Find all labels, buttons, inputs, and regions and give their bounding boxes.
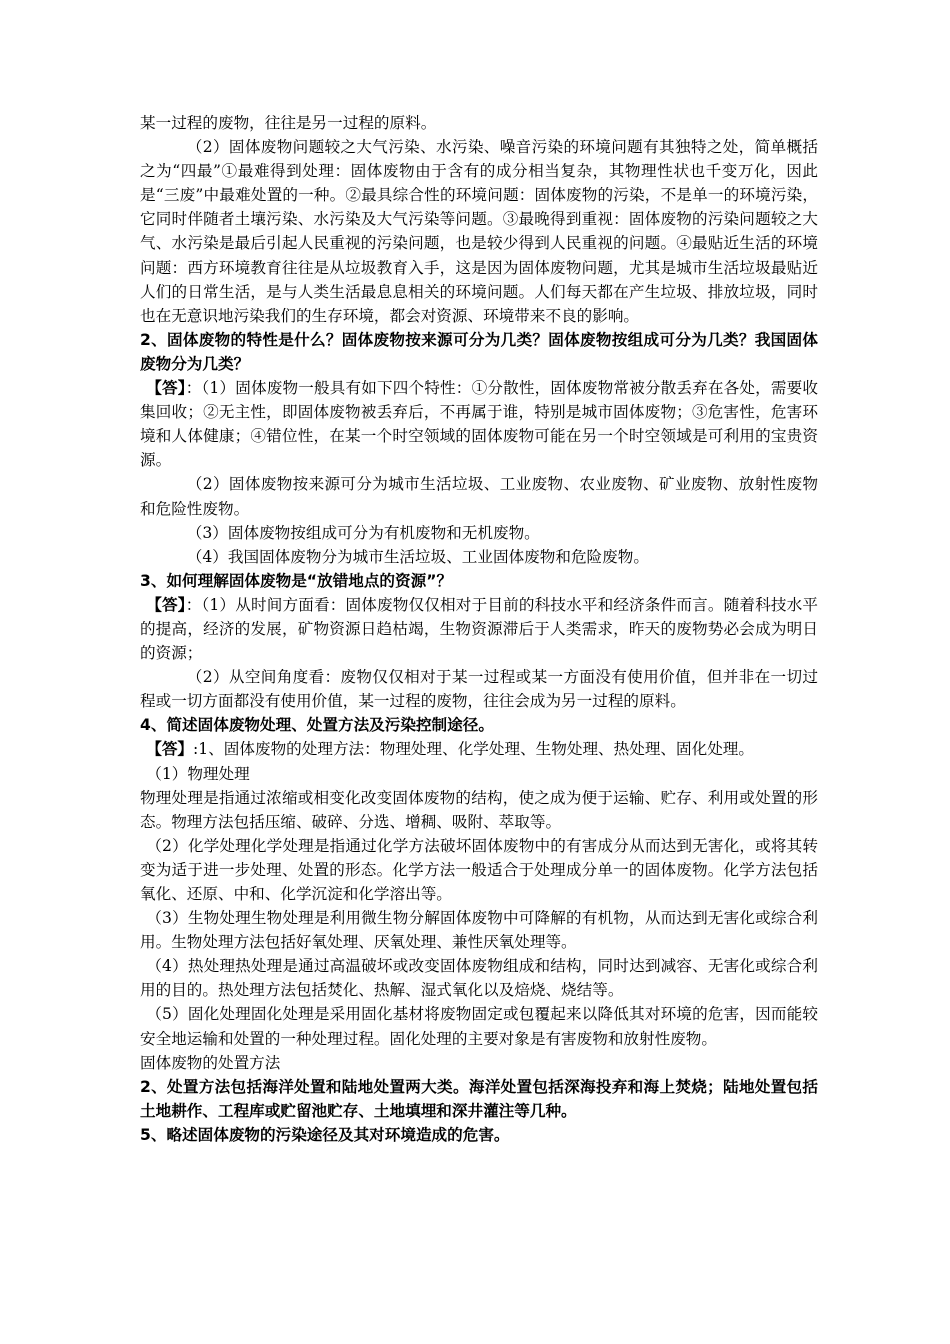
document-page [140, 111, 818, 1147]
paragraph-text: （3）固体废物按组成可分为有机废物和无机废物。 [186, 523, 540, 542]
paragraph-disposal-methods [140, 1075, 818, 1123]
paragraph-text: （2）化学处理化学处理是指通过化学方法破坏固体废物中的有害成分从而达到无害化，或将其转变为适于进一步处理、处置的形态。化学方法一般适合于处理成分单一的固体废物。化学方法包括氧化、还原、中和、化学沉淀和化学溶出等。 [140, 836, 818, 903]
paragraph-thermal [140, 954, 818, 1002]
question-3 [140, 569, 818, 593]
paragraph-china-classification [140, 545, 818, 569]
question-2 [140, 328, 818, 376]
paragraph-text: （4）我国固体废物分为城市生活垃圾、工业固体废物和危险废物。 [186, 547, 649, 566]
answer-tag: 【答】 [146, 378, 186, 398]
question-5 [140, 1123, 818, 1147]
paragraph-by-composition [140, 521, 818, 545]
answer-2-characteristics [140, 376, 818, 472]
answer-text: ：（1）固体废物一般具有如下四个特性：①分散性，固体废物常被分散丢弃在各处，需要收集回收；②无主性，即固体废物被丢弃后，不再属于谁，特别是城市固体废物；③危害性，危害环境和人体健康；④错位性，在某一个时空领域的固体废物可能在另一个时空领域是可利用的宝贵资源。 [140, 379, 818, 470]
answer-tag: 【答】 [146, 739, 194, 759]
paragraph-physical [140, 786, 818, 834]
paragraph-space [140, 665, 818, 713]
paragraph-continuation [140, 111, 818, 135]
paragraph-text: （2）固体废物问题较之大气污染、水污染、噪音污染的环境问题有其独特之处，简单概括之为“四最”①最难得到处理：固体废物由于含有的成分相当复杂，其物理性状也千变万化，因此是“三废”中最难处置的一种。②最具综合性的环境问题：固体废物的污染，不是单一的环境污染，它同时伴随者土壤污染、水污染及大气污染等问题。③最晚得到重视：固体废物的污染问题较之大气、水污染是最后引起人民重视的污染问题，也是较少得到人民重视的问题。④最贴近生活的环境问题：西方环境教育往往是从垃圾教育入手，这是因为固体废物问题，尤其是城市生活垃圾最贴近人们的日常生活，是与人类生活最息息相关的环境问题。人们每天都在产生垃圾、排放垃圾，同时也在无意识地污染我们的生存环境，都会对资源、环境带来不良的影响。 [140, 138, 818, 325]
question-text: 5、略述固体废物的污染途径及其对环境造成的危害。 [140, 1125, 510, 1144]
subheading-physical [140, 762, 818, 786]
paragraph-text: 某一过程的废物，往往是另一过程的原料。 [140, 114, 437, 132]
question-text: 2、固体废物的特性是什么？固体废物按来源可分为几类？固体废物按组成可分为几类？我国固体废物分为几类？ [140, 330, 818, 373]
answer-text: :1、固体废物的处理方法：物理处理、化学处理、生物处理、热处理、固化处理。 [193, 740, 754, 759]
subheading-disposal [140, 1051, 818, 1075]
paragraph-text: （2）固体废物按来源可分为城市生活垃圾、工业废物、农业废物、矿业废物、放射性废物和危险性废物。 [140, 475, 818, 518]
paragraph-chemical [140, 834, 818, 906]
answer-4-methods [140, 737, 818, 761]
question-text: 3、如何理解固体废物是“放错地点的资源”？ [140, 571, 453, 590]
paragraph-text: （4）热处理热处理是通过高温破坏或改变固体废物组成和结构，同时达到减容、无害化或综合利用的目的。热处理方法包括焚化、热解、湿式氧化以及焙烧、烧结等。 [140, 957, 818, 1000]
paragraph-text: （3）生物处理生物处理是利用微生物分解固体废物中可降解的有机物，从而达到无害化或综合利用。生物处理方法包括好氧处理、厌氧处理、兼性厌氧处理等。 [140, 909, 818, 952]
question-4 [140, 713, 818, 737]
paragraph-text: （5）固化处理固化处理是采用固化基材将废物固定或包覆起来以降低其对环境的危害，因而能较安全地运输和处置的一种处理过程。固化处理的主要对象是有害废物和放射性废物。 [140, 1005, 818, 1048]
answer-text: ：（1）从时间方面看：固体废物仅仅相对于目前的科技水平和经济条件而言。随着科技水平的提高，经济的发展，矿物资源日趋枯竭，生物资源滞后于人类需求，昨天的废物势必会成为明日的资源； [140, 595, 818, 663]
paragraph-text: 2、处置方法包括海洋处置和陆地处置两大类。海洋处置包括深海投弃和海上焚烧；陆地处置包括土地耕作、工程库或贮留池贮存、土地填埋和深井灌注等几种。 [140, 1077, 818, 1120]
answer-3-time [140, 593, 818, 665]
answer-tag: 【答】 [146, 594, 186, 614]
paragraph-text: （2）从空间角度看：废物仅仅相对于某一过程或某一方面没有使用价值，但并非在一切过程或一切方面都没有使用价值，某一过程的废物，往往会成为另一过程的原料。 [140, 668, 818, 711]
question-text: 4、简述固体废物处理、处置方法及污染控制途径。 [140, 716, 494, 735]
paragraph-text: 固体废物的处置方法 [140, 1053, 281, 1072]
paragraph-biological [140, 906, 818, 954]
paragraph-four-most [140, 135, 818, 328]
paragraph-text: 物理处理是指通过浓缩或相变化改变固体废物的结构，使之成为便于运输、贮存、利用或处置的形态。物理方法包括压缩、破碎、分选、增稠、吸附、萃取等。 [140, 788, 818, 831]
paragraph-solidification [140, 1002, 818, 1050]
paragraph-by-source [140, 472, 818, 520]
paragraph-text: （1）物理处理 [146, 764, 250, 783]
